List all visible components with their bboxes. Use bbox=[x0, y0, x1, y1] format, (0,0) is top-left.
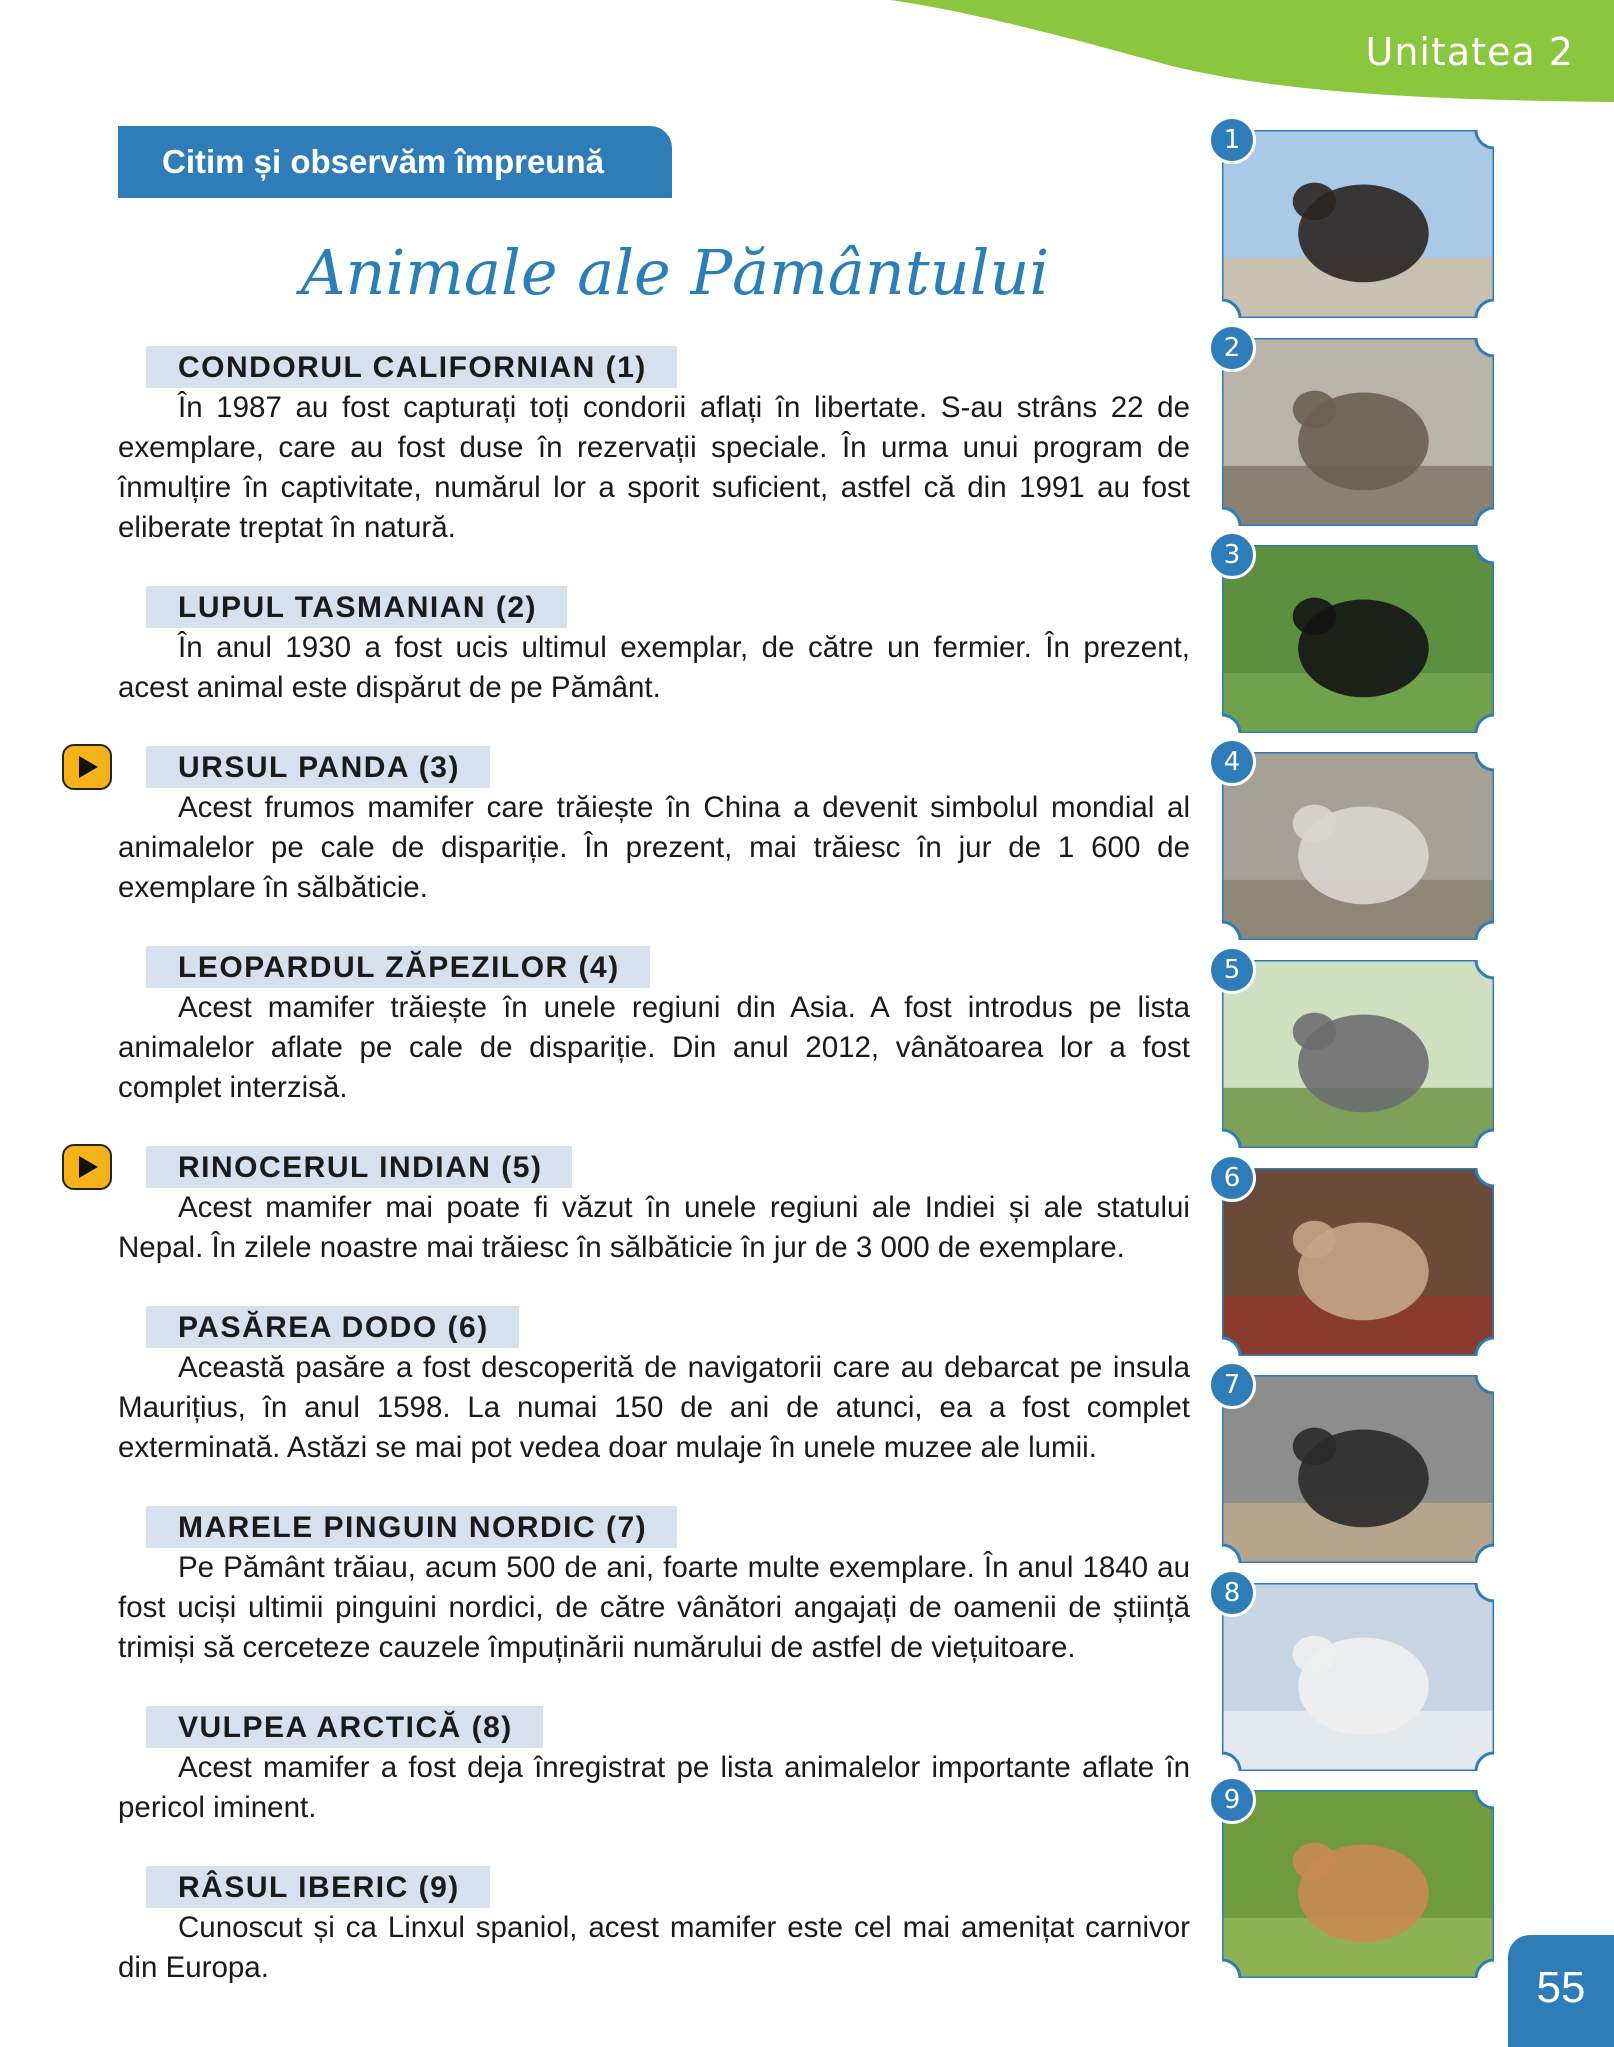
photo-number-badge: 4 bbox=[1208, 738, 1256, 786]
play-icon bbox=[77, 755, 99, 779]
page-number: 55 bbox=[1508, 1935, 1614, 2047]
page-title: Animale ale Pământului bbox=[300, 236, 1050, 309]
audio-play-button[interactable] bbox=[62, 744, 112, 790]
animal-description: Acest mamifer trăiește în unele regiuni din Asia. A fost introdus pe lista animalelor aflate pe cale de dispariție. Din anul 2012, vânătoarea lor a fost complet interzisă. bbox=[118, 991, 1190, 1104]
photo-frame bbox=[1222, 1785, 1494, 1978]
animal-section bbox=[118, 746, 1190, 908]
unit-label: Unitatea 2 bbox=[1365, 30, 1574, 74]
photo-frame bbox=[1222, 125, 1494, 318]
animal-description: Acest mamifer mai poate fi văzut în unele regiuni ale Indiei și ale statului Nepal. În zilele noastre mai trăiesc în sălbăticie în jur de 3 000 de exemplare. bbox=[118, 1191, 1190, 1264]
photo-number-badge: 5 bbox=[1208, 946, 1256, 994]
photo-number-badge: 1 bbox=[1208, 116, 1256, 164]
animal-heading: RÂSUL IBERIC (9) bbox=[146, 1866, 490, 1908]
animal-section bbox=[118, 946, 1190, 1108]
animal-section bbox=[118, 1146, 1190, 1268]
animal-description: Pe Pământ trăiau, acum 500 de ani, foarte multe exemplare. În anul 1840 au fost uciși ultimii pinguini nordici, de către vânători angajați de oamenii de știință trimiși să cerceteze cauzele împuținării numărului de astfel de viețuitoare. bbox=[118, 1551, 1190, 1664]
animal-section bbox=[118, 346, 1190, 548]
snow-leopard-photo bbox=[1222, 752, 1494, 940]
animal-heading: CONDORUL CALIFORNIAN (1) bbox=[146, 346, 677, 388]
animal-heading: VULPEA ARCTICĂ (8) bbox=[146, 1706, 543, 1748]
photo-number-badge: 2 bbox=[1208, 324, 1256, 372]
photo-frame bbox=[1222, 540, 1494, 733]
photo-number-badge: 6 bbox=[1208, 1154, 1256, 1202]
animal-heading: RINOCERUL INDIAN (5) bbox=[146, 1146, 572, 1188]
content-column bbox=[118, 346, 1190, 2026]
arctic-fox-photo bbox=[1222, 1583, 1494, 1771]
animal-section bbox=[118, 1706, 1190, 1828]
animal-section bbox=[118, 1506, 1190, 1668]
animal-heading: MARELE PINGUIN NORDIC (7) bbox=[146, 1506, 677, 1548]
panda-photo bbox=[1222, 545, 1494, 733]
photo-frame bbox=[1222, 1163, 1494, 1356]
great-auk-photo bbox=[1222, 1375, 1494, 1563]
animal-description: În 1987 au fost capturați toți condorii aflați în libertate. S-au strâns 22 de exemplare, care au fost duse în rezervații speciale. În urma unui program de înmulțire în captivitate, numărul lor a sporit suficient, astfel că din 1991 au fost eliberate treptat în natură. bbox=[118, 391, 1190, 544]
animal-heading: LUPUL TASMANIAN (2) bbox=[146, 586, 567, 628]
animal-description: Acest mamifer a fost deja înregistrat pe lista animalelor importante aflate în pericol iminent. bbox=[118, 1751, 1190, 1824]
dodo-photo bbox=[1222, 1168, 1494, 1356]
animal-section bbox=[118, 1306, 1190, 1468]
animal-description: Acest frumos mamifer care trăiește în China a devenit simbolul mondial al animalelor pe cale de dispariție. În prezent, mai trăiesc în jur de 1 600 de exemplare în sălbăticie. bbox=[118, 791, 1190, 904]
audio-play-button[interactable] bbox=[62, 1144, 112, 1190]
photo-frame bbox=[1222, 1578, 1494, 1771]
animal-section bbox=[118, 586, 1190, 708]
photo-frame bbox=[1222, 747, 1494, 940]
photo-number-badge: 9 bbox=[1208, 1776, 1256, 1824]
animal-section bbox=[118, 1866, 1190, 1988]
animal-description: Cunoscut și ca Linxul spaniol, acest mamifer este cel mai amenițat carnivor din Europa. bbox=[118, 1911, 1190, 1984]
rhino-photo bbox=[1222, 960, 1494, 1148]
photo-number-badge: 3 bbox=[1208, 531, 1256, 579]
photo-frame bbox=[1222, 333, 1494, 526]
play-icon bbox=[77, 1155, 99, 1179]
iberian-lynx-photo bbox=[1222, 1790, 1494, 1978]
photo-number-badge: 8 bbox=[1208, 1569, 1256, 1617]
animal-heading: LEOPARDUL ZĂPEZILOR (4) bbox=[146, 946, 650, 988]
animal-description: Această pasăre a fost descoperită de navigatorii care au debarcat pe insula Maurițius, în anul 1598. La numai 150 de ani de atunci, ea a fost complet exterminată. Astăzi se mai pot vedea doar mulaje în unele muzee ale lumii. bbox=[118, 1351, 1190, 1464]
photo-number-badge: 7 bbox=[1208, 1361, 1256, 1409]
animal-description: În anul 1930 a fost ucis ultimul exemplar, de către un fermier. În prezent, acest animal este dispărut de pe Pământ. bbox=[118, 631, 1190, 704]
tasmanian-wolf-photo bbox=[1222, 338, 1494, 526]
animal-heading: URSUL PANDA (3) bbox=[146, 746, 490, 788]
animal-heading: PASĂREA DODO (6) bbox=[146, 1306, 519, 1348]
condor-photo bbox=[1222, 130, 1494, 318]
section-tab: Citim și observăm împreună bbox=[118, 126, 672, 198]
photo-frame bbox=[1222, 955, 1494, 1148]
photo-frame bbox=[1222, 1370, 1494, 1563]
